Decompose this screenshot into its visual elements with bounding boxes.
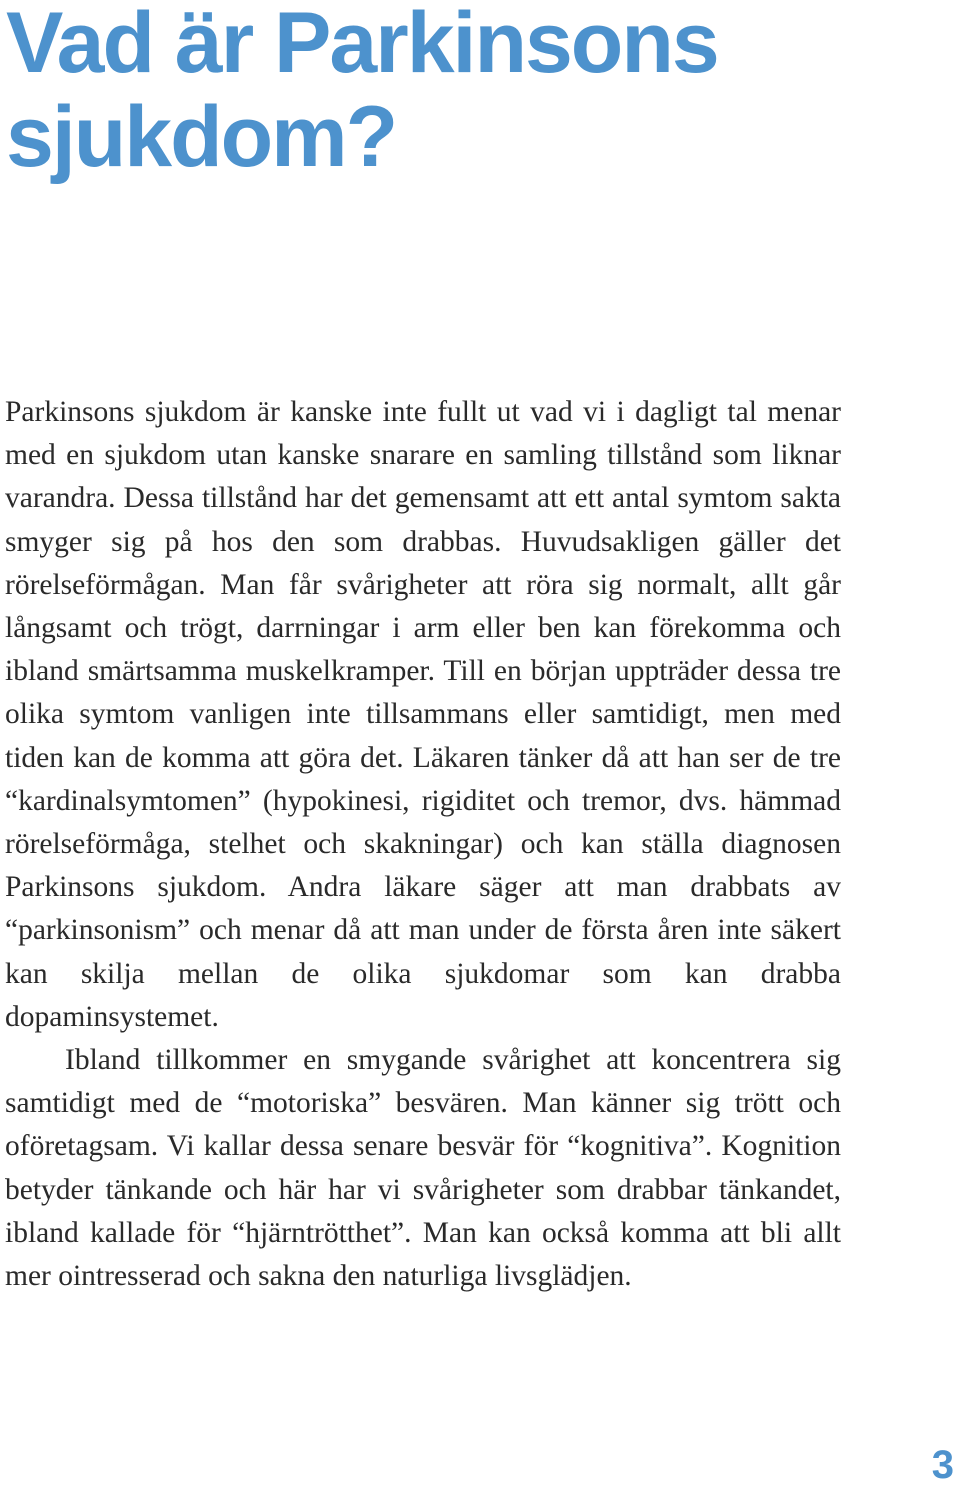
paragraph-1: Parkinsons sjukdom är kanske inte fullt ut vad vi i dagligt tal menar med en sjukdom utan kanske snarare en samling tillstånd som liknar varandra. Dessa tillstånd har det gemensamt att ett antal symtom sakta smyger sig på hos den som drabbas. Huvudsakligen gäller det rörelseförmågan. Man får svårigheter att röra sig normalt, allt går långsamt och trögt, darrningar i arm eller ben kan förekomma och ibland smärtsamma muskelkramper. Till en början uppträder dessa tre olika symtom vanligen inte tillsammans eller samtidigt, men med tiden kan de komma att göra det. Läkaren tänker då att han ser de tre “kardinalsymtomen” (hypokinesi, rigiditet och tremor, dvs. hämmad rörelseförmåga, stelhet och skakningar) och kan ställa diagnosen Parkinsons sjukdom. Andra läkare säger att man drabbats av “parkinsonism” och menar då att man under de första åren inte säkert kan skilja mellan de olika sjukdomar som kan drabba dopaminsystemet.	[5, 396, 841, 1033]
page-title	[6, 0, 906, 184]
paragraph-2: Ibland tillkommer en smygande svårighet att koncentrera sig samtidigt med de “motoriska” besvären. Man känner sig trött och oföretagsam. Vi kallar dessa senare besvär för “kognitiva”. Kognition betyder tänkande och här har vi svårigheter som drabbar tänkandet, ibland kallade för “hjärntrötthet”. Man kan också komma att bli allt mer ointresserad och sakna den naturliga livsglädjen.	[5, 1044, 841, 1293]
page-number: 3	[931, 1443, 954, 1487]
page-title-line-1: Vad är Parkinsons	[6, 0, 718, 91]
body-text	[5, 391, 841, 1298]
page-title-line-2: sjukdom?	[6, 89, 397, 185]
